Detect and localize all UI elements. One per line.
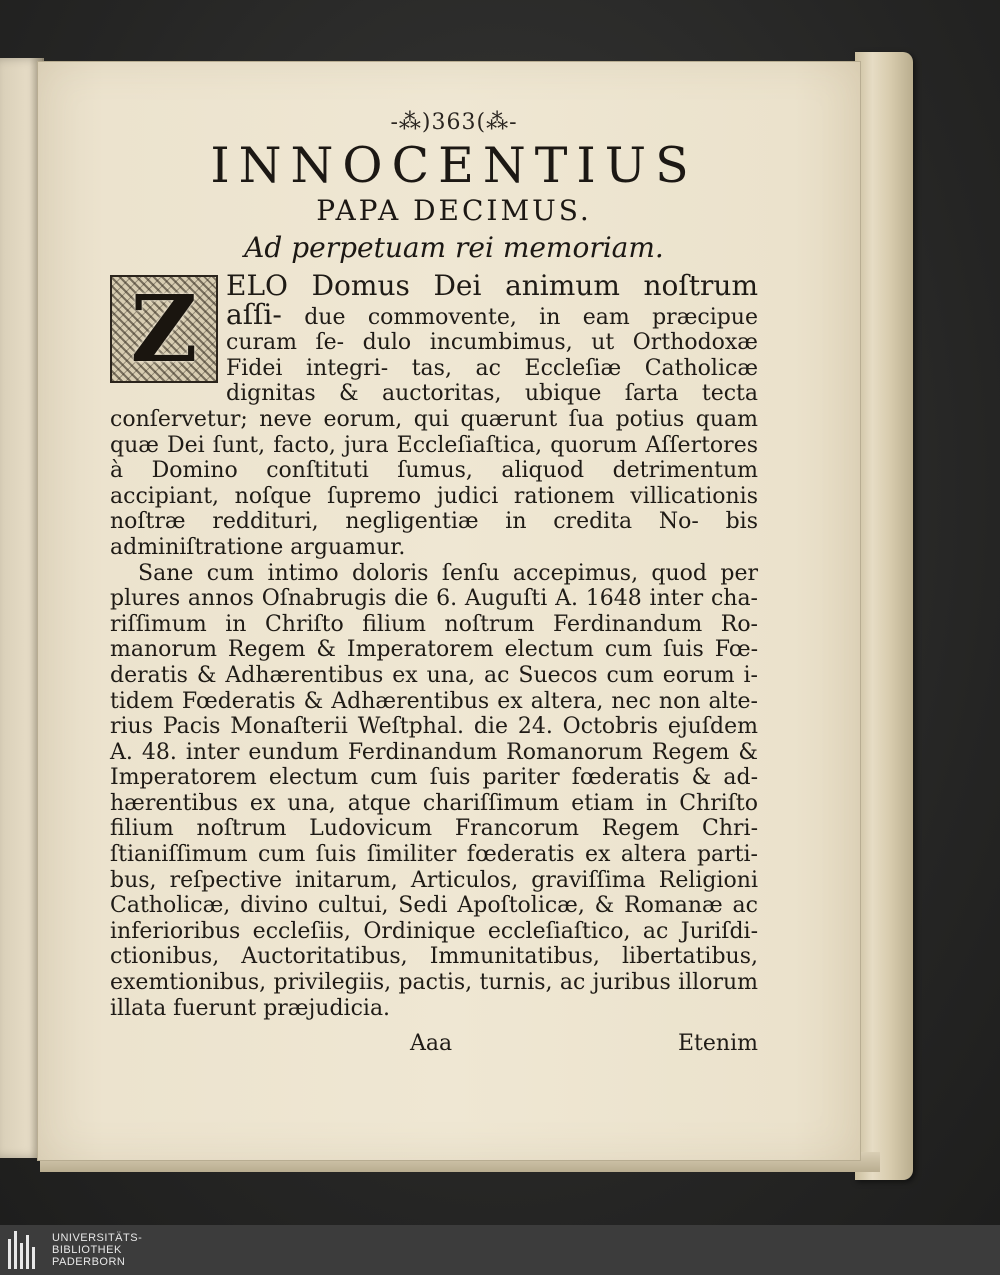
running-head: -⁂)363(⁂- — [390, 110, 518, 135]
page-content — [110, 110, 758, 1056]
book-fore-edge — [855, 52, 913, 1180]
ornamental-initial: Z — [110, 275, 218, 383]
library-name-line-2: BIBLIOTHEK — [52, 1244, 122, 1256]
book-page — [38, 62, 860, 1160]
paragraph-2: Sane cum intimo doloris ſenſu accepimus, quod per plures annos Oſnabrugis die 6. Auguſti A. 1648 inter cha- riſſimum in Chriſto filium noſtrum Ferdinandum Ro- manorum Regem & Imperatorem electum cum ſuis Fœ- deratis & Adhærentibus ex una, ac Suecos cum eorum i- tidem Fœderatis & Adhærentibus ex altera, nec non alte- rius Pacis Monaſterii Weſtphal. die 24. Octobris ejuſdem A. 48. inter eundum Ferdinandum Romanorum Regem & Imperatorem electum cum ſuis pariter fœderatis & ad- hærentibus ex una, atque chariſſimum etiam in Chriſto filium noſtrum Ludovicum Francorum Regem Chri- ſtianiſſimum cum ſuis ſimiliter fœderatis ex altera parti- bus, reſpective initarum, Articulos, graviſſima Religioni Catholicæ, divino cultui, Sedi Apoſtolicæ, & Romanæ ac inferioribus eccleſiis, Ordinique eccleſiaſtico, ac Juriſdi- ctionibus, Auctoritatibus, Immunitatibus, libertatibus, exemtionibus, privilegiis, pactis, turnis, ac juribus illorum illata fuerunt præjudicia. — [110, 560, 758, 1021]
document-subtitle: PAPA DECIMUS. — [316, 194, 592, 227]
paragraph-1 — [110, 269, 758, 561]
document-title: INNOCENTIUS — [210, 137, 698, 194]
body-text — [110, 269, 758, 1021]
page-footer — [110, 1031, 758, 1056]
library-footer-bar — [0, 1225, 1000, 1275]
library-logo-icon — [4, 1227, 50, 1273]
paragraph-1-text: due commovente, in eam præcipue curam ſe- dulo incumbimus, ut Orthodoxæ Fidei integri- tas, ac Eccleſiæ Catholicæ dignitas & auctoritas, ubique ſarta tecta conſervetur; neve eorum, qui quærunt ſua potius quam quæ Dei ſunt, facto, jura Eccleſiaſtica, quorum Aſſertores à Domino conſtituti ſumus, aliquod detrimentum accipiant, noſque ſupremo judici rationem villicationis noſtræ reddituri, negligentiæ in credita No- bis adminiſtratione arguamur. — [110, 304, 758, 560]
library-name-line-1: UNIVERSITÄTS- — [52, 1232, 143, 1244]
motto: Ad perpetuam rei memoriam. — [244, 231, 664, 264]
library-name-line-3: PADERBORN — [52, 1256, 126, 1268]
first-line: ELO Domus Dei animum noſtrum aſſi- — [226, 269, 758, 331]
signature-mark: Aaa — [410, 1031, 453, 1057]
library-name — [52, 1232, 142, 1268]
catchword: Etenim — [678, 1031, 758, 1057]
